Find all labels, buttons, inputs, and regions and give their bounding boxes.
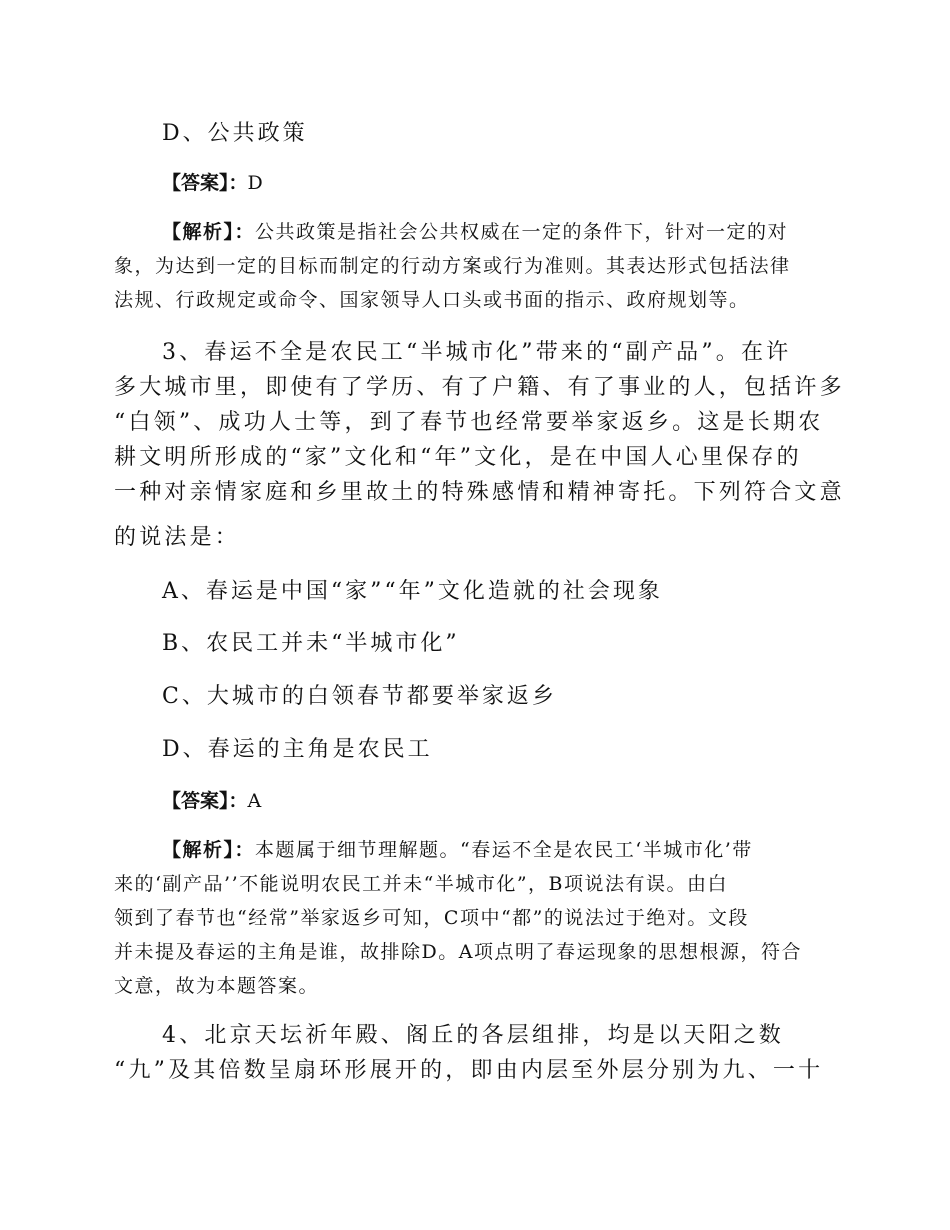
q3-option-b: B、农民工并未“半城市化”	[162, 631, 460, 656]
q3-stem-line-3: “白领”、成功人士等，到了春节也经常要举家返乡。这是长期农	[114, 410, 824, 435]
explanation-text: 公共政策是指社会公共权威在一定的条件下，针对一定的对	[255, 221, 789, 243]
q3-explanation-line-2: 来的‘副产品’’不能说明农民工并未“半城市化”，B项说法有误。由白	[114, 873, 729, 895]
prev-explanation-line-3: 法规、行政规定或命令、国家领导人口头或书面的指示、政府规划等。	[114, 289, 750, 311]
q3-explanation-line-4: 并未提及春运的主角是谁，故排除D。A项点明了春运现象的思想根源，符合	[114, 941, 802, 963]
q3-option-c: C、大城市的白领春节都要举家返乡	[162, 684, 557, 709]
q3-stem-line-6: 的说法是：	[114, 525, 241, 550]
q4-stem-line-2: “九”及其倍数呈扇环形展开的，即由内层至外层分别为九、一十	[114, 1058, 824, 1083]
prev-explanation-line-2: 象，为达到一定的目标而制定的行动方案或行为准则。其表达形式包括法律	[114, 255, 791, 277]
answer-label: 【答案】：	[162, 790, 248, 812]
q3-stem-line-4: 耕文明所形成的“家”文化和“年”文化，是在中国人心里保存的	[114, 445, 802, 470]
q3-option-d: D、春运的主角是农民工	[162, 737, 433, 762]
q3-explanation-line-1	[162, 835, 753, 862]
answer-label: 【答案】：	[162, 172, 248, 194]
prev-option-d: D、公共政策	[162, 121, 308, 146]
q3-stem-line-5: 一种对亲情家庭和乡里故土的特殊感情和精神寄托。下列符合文意	[114, 480, 845, 505]
q3-answer	[162, 786, 261, 813]
q3-explanation-line-3: 领到了春节也“经常”举家返乡可知，C项中“都”的说法过于绝对。文段	[114, 907, 749, 929]
q3-option-a: A、春运是中国“家”“年”文化造就的社会现象	[162, 579, 663, 604]
answer-value: D	[247, 172, 263, 194]
prev-answer	[162, 168, 263, 195]
q4-stem-line-1: 4、北京天坛祈年殿、阁丘的各层组排，均是以天阳之数	[162, 1023, 784, 1048]
explanation-text: 本题属于细节理解题。“春运不全是农民工‘半城市化’带	[255, 839, 753, 861]
q3-stem-line-1: 3、春运不全是农民工“半城市化”带来的“副产品”。在许	[162, 340, 792, 365]
explanation-label: 【解析】：	[162, 839, 256, 861]
answer-value: A	[247, 790, 262, 812]
q3-explanation-line-5: 文意，故为本题答案。	[114, 975, 320, 997]
prev-explanation-line-1	[162, 217, 788, 244]
explanation-label: 【解析】：	[162, 221, 256, 243]
q3-stem-line-2: 多大城市里，即使有了学历、有了户籍、有了事业的人，包括许多	[114, 375, 845, 400]
